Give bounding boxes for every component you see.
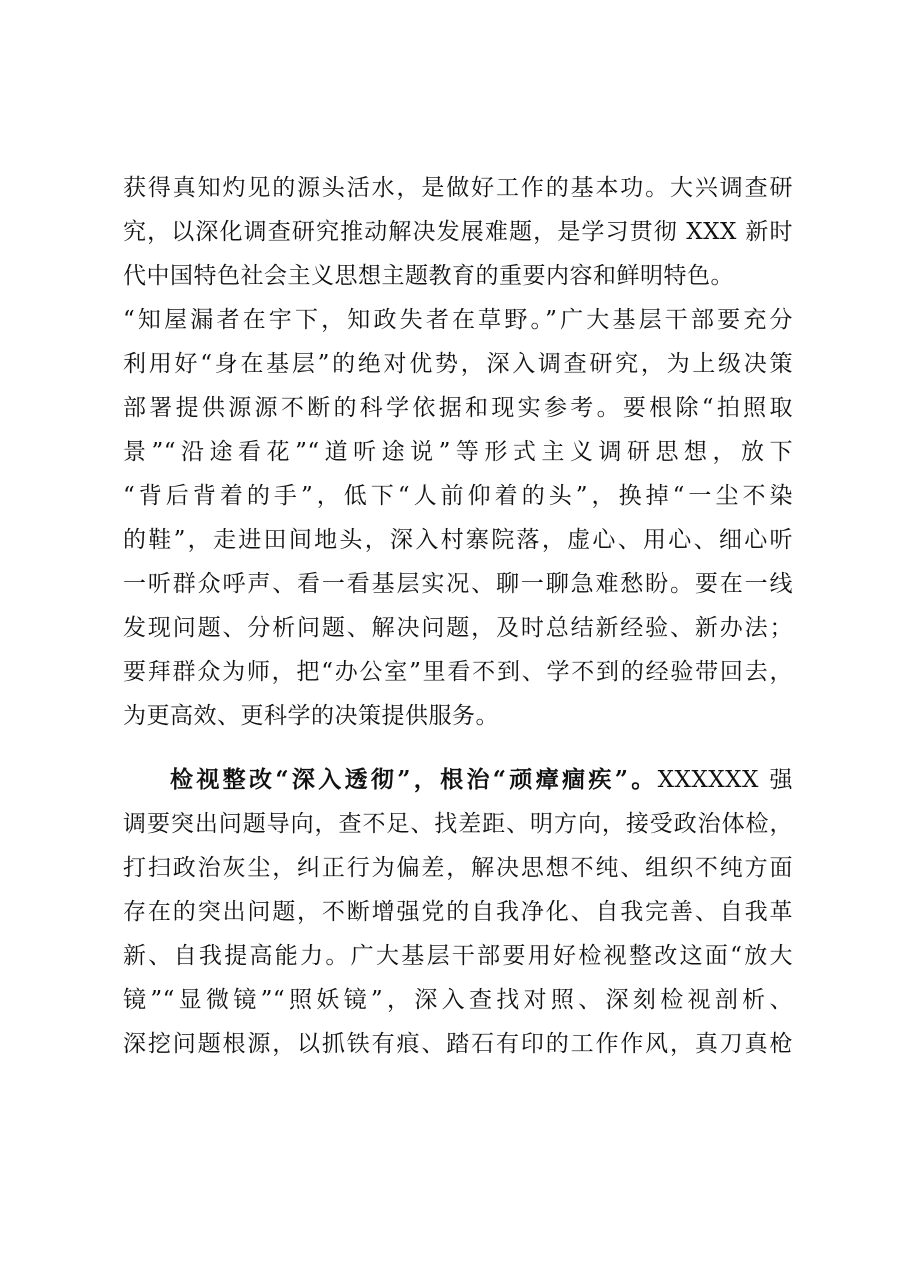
paragraph-1-line-4: “知屋漏者在宇下，知政失者在草野。”广大基层干部要充分 — [123, 307, 793, 333]
paragraph-1-line-5: 利用好“身在基层”的绝对优势，深入调查研究，为上级决策 — [123, 351, 793, 377]
paragraph-1-line-3: 代中国特色社会主义思想主题教育的重要内容和鲜明特色。 — [123, 263, 734, 289]
paragraph-2-line-2: 调要突出问题导向，查不足、找差距、明方向，接受政治体检， — [123, 811, 793, 837]
paragraph-1-line-7: 景”“沿途看花”“道听途说”等形式主义调研思想，放下 — [123, 439, 793, 465]
paragraph-1-line-6: 部署提供源源不断的科学依据和现实参考。要根除“拍照取 — [123, 395, 793, 421]
paragraph-2-line-4: 存在的突出问题，不断增强党的自我净化、自我完善、自我革 — [123, 899, 793, 925]
paragraph-1-line-13: 为更高效、更科学的决策提供服务。 — [123, 703, 499, 729]
paragraph-1-line-10: 一听群众呼声、看一看基层实况、聊一聊急难愁盼。要在一线 — [123, 571, 793, 597]
paragraph-1-line-1: 获得真知灼见的源头活水，是做好工作的基本功。大兴调查研 — [123, 175, 793, 201]
paragraph-2-first-line-rest: XXXXXX 强 — [657, 767, 793, 793]
paragraph-1-line-2: 究，以深化调查研究推动解决发展难题，是学习贯彻 XXX 新时 — [123, 219, 793, 245]
paragraph-2-line-5: 新、自我提高能力。广大基层干部要用好检视整改这面“放大 — [123, 943, 793, 969]
paragraph-2-heading: 检视整改“深入透彻”，根治“顽瘴痼疾”。 — [170, 766, 658, 793]
paragraph-2-line-1 — [170, 761, 793, 799]
paragraph-1-line-11: 发现问题、分析问题、解决问题，及时总结新经验、新办法； — [123, 615, 793, 641]
paragraph-2-line-3: 打扫政治灰尘，纠正行为偏差，解决思想不纯、组织不纯方面 — [123, 855, 793, 881]
paragraph-2-line-6: 镜”“显微镜”“照妖镜”，深入查找对照、深刻检视剖析、 — [123, 987, 793, 1013]
paragraph-1-line-12: 要拜群众为师，把“办公室”里看不到、学不到的经验带回去， — [123, 659, 793, 685]
paragraph-2-line-7: 深挖问题根源，以抓铁有痕、踏石有印的工作作风，真刀真枪 — [123, 1031, 793, 1057]
paragraph-1-line-9: 的鞋”，走进田间地头，深入村寨院落，虚心、用心、细心听 — [123, 527, 793, 553]
paragraph-1-line-8: “背后背着的手”，低下“人前仰着的头”，换掉“一尘不染 — [123, 483, 793, 509]
